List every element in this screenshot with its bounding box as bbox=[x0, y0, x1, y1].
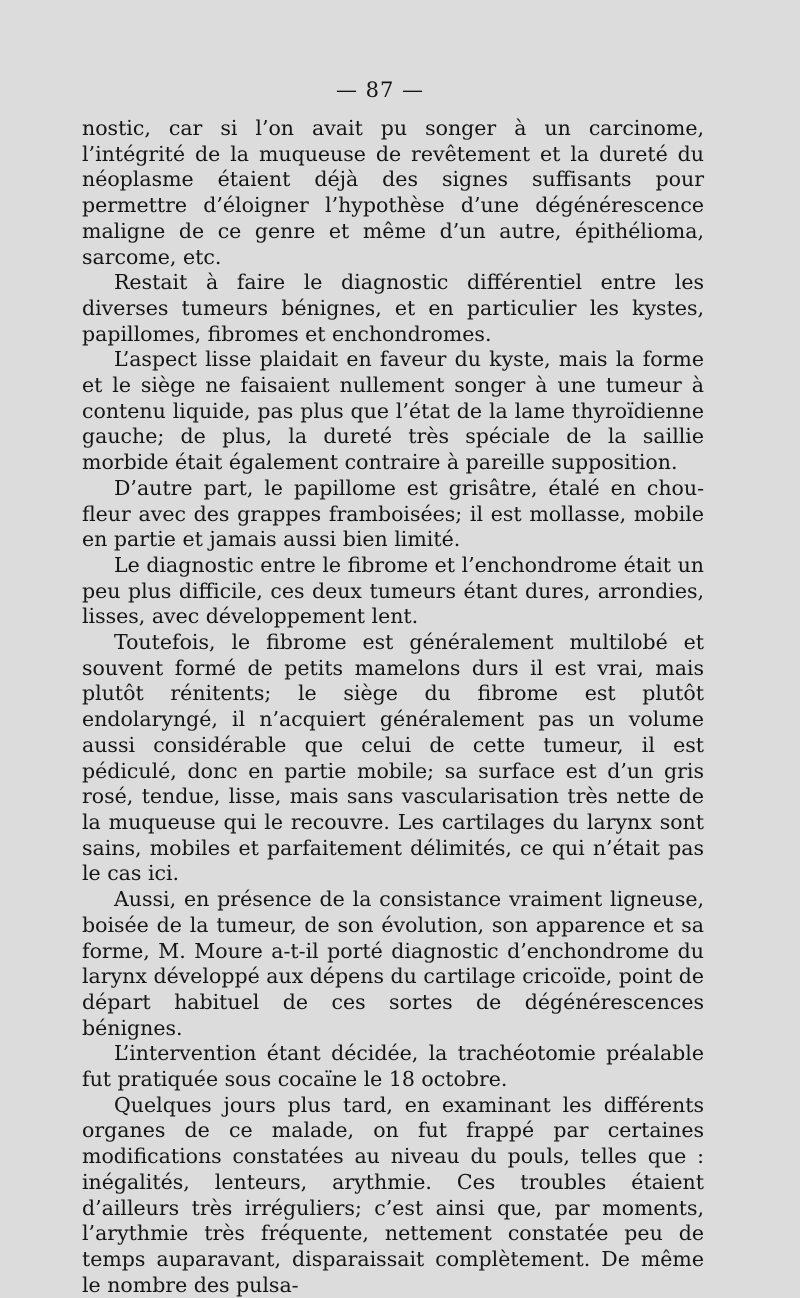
page-number: — 87 — bbox=[335, 78, 425, 102]
paragraph-7: Aussi, en présence de la consistance vraiment ligneuse, boisée de la tumeur, de son évolution, son apparence et sa forme, M. Moure a-t-il porté diagnostic d’enchondrome du larynx développé aux dépens du cartilage cricoïde, point de départ habituel de ces sortes de dégénérescences bénignes. bbox=[82, 887, 704, 1040]
paragraph-1: nostic, car si l’on avait pu songer à un carcinome, l’intégrité de la muqueuse de revêtement et la dureté du néoplasme étaient déjà des signes suffisants pour permettre d’éloigner l’hypothèse d’une dégénérescence maligne de ce genre et même d’un autre, épithélioma, sarcome, etc. bbox=[82, 116, 704, 269]
paragraph-5: Le diagnostic entre le fibrome et l’enchondrome était un peu plus difficile, ces deux tumeurs étant dures, arrondies, lisses, avec développement lent. bbox=[82, 552, 704, 629]
paragraph-8: L’intervention étant décidée, la trachéotomie préalable fut pratiquée sous cocaïne le 18 octobre. bbox=[82, 1041, 704, 1092]
paragraph-6: Toutefois, le fibrome est généralement multilobé et souvent formé de petits mamelons durs il est vrai, mais plutôt rénitents; le siège du fibrome est plutôt endolaryngé, il n’acquiert généralement pas un volume aussi considérable que celui de cette tumeur, il est pédiculé, donc en partie mobile; sa surface est d’un gris rosé, tendue, lisse, mais sans vascularisation très nette de la muqueuse qui le recouvre. Les cartilages du larynx sont sains, mobiles et parfaitement délimités, ce qui n’était pas le cas ici. bbox=[82, 630, 704, 886]
paragraph-4: D’autre part, le papillome est grisâtre, étalé en chou-fleur avec des grappes framboisées; il est mollasse, mobile en partie et jamais aussi bien limité. bbox=[82, 475, 704, 552]
paragraph-9: Quelques jours plus tard, en examinant les différents organes de ce malade, on fut frappé par certaines modifications constatées au niveau du pouls, telles que : inégalités, lenteurs, arythmie. Ces troubles étaient d’ailleurs très irréguliers; c’est ainsi que, par moments, l’arythmie très fréquente, nettement constatée peu de temps auparavant, disparaissait complètement. De même le nombre des pulsa- bbox=[82, 1092, 704, 1297]
body-text bbox=[82, 116, 704, 1298]
paragraph-3: L’aspect lisse plaidait en faveur du kyste, mais la forme et le siège ne faisaient nullement songer à une tumeur à contenu liquide, pas plus que l’état de la lame thyroïdienne gauche; de plus, la dureté très spéciale de la saillie morbide était également contraire à pareille supposition. bbox=[82, 347, 704, 475]
paragraph-2: Restait à faire le diagnostic différentiel entre les diverses tumeurs bénignes, et en particulier les kystes, papillomes, fibromes et enchondromes. bbox=[82, 270, 704, 346]
